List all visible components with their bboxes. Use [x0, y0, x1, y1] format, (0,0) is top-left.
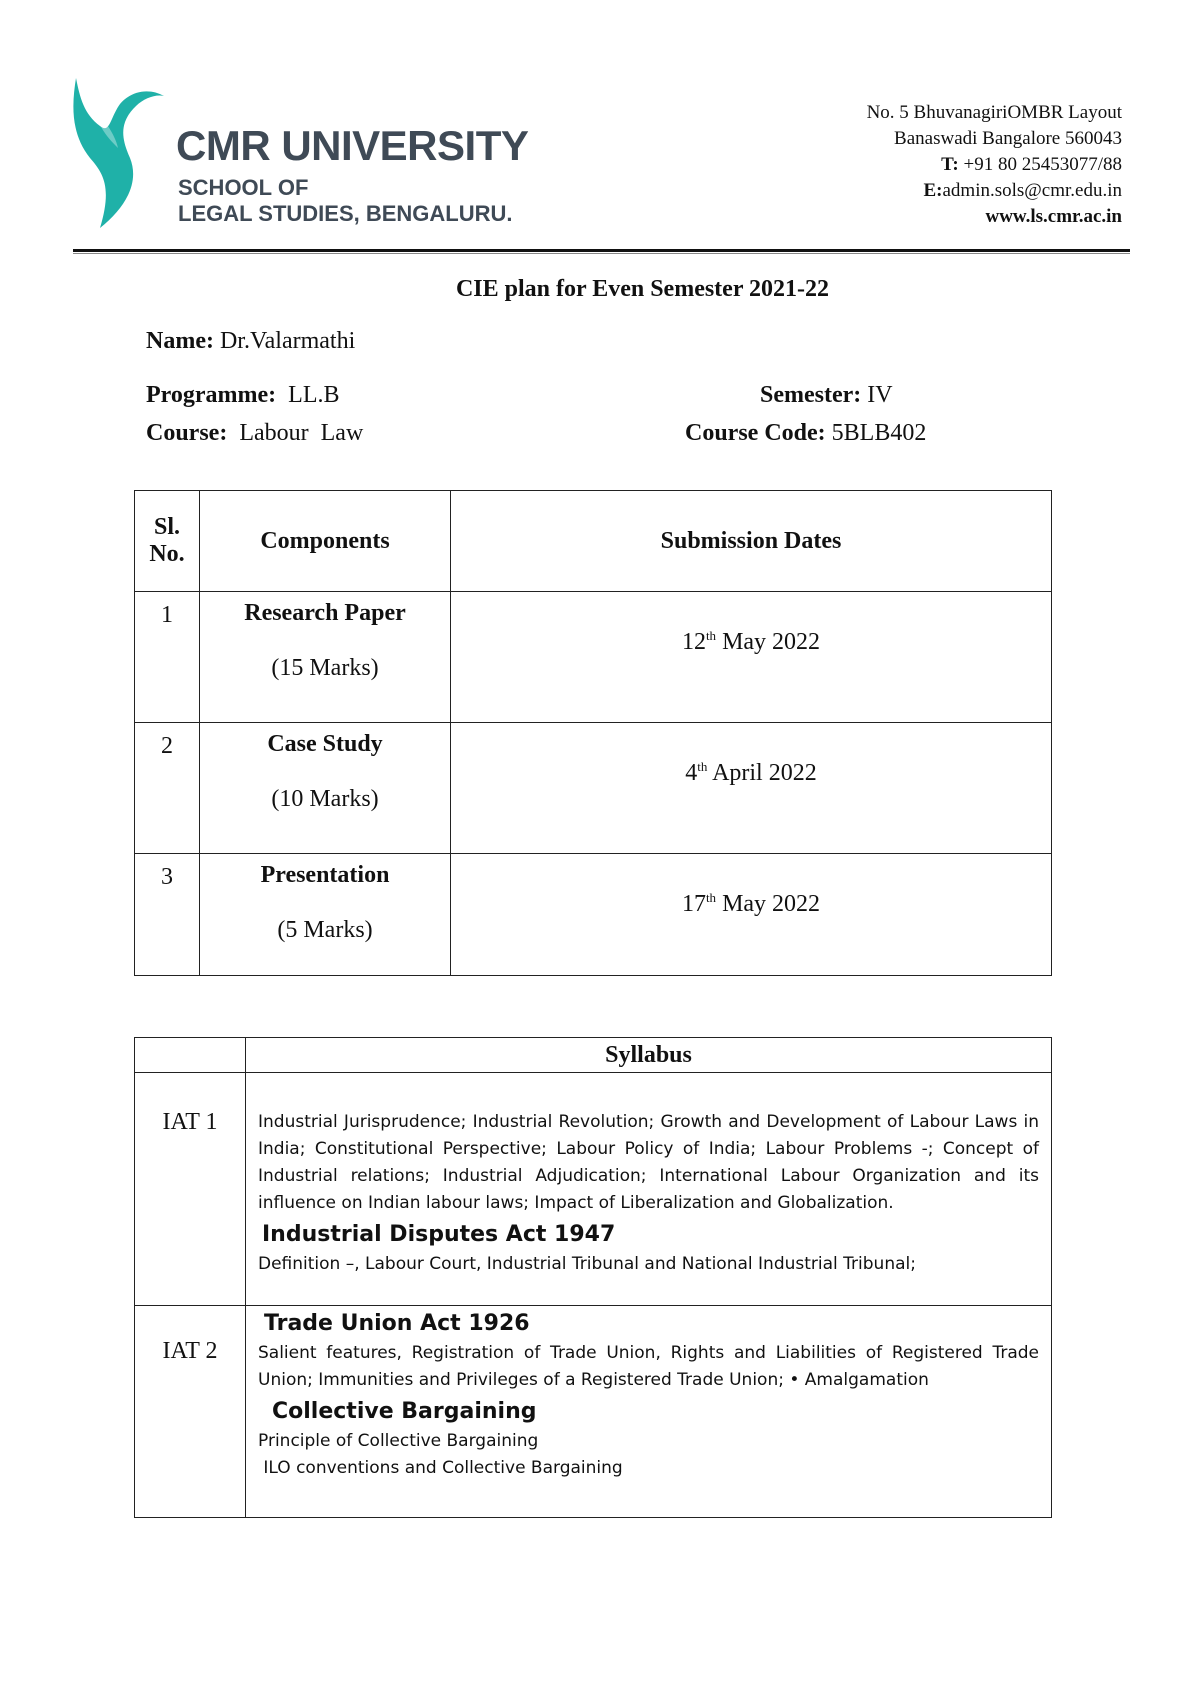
syllabus-line: ILO conventions and Collective Bargaining	[258, 1458, 623, 1478]
page-title: CIE plan for Even Semester 2021-22	[455, 276, 830, 302]
semester-label: Semester:	[760, 382, 862, 408]
iat-label: IAT 2	[135, 1306, 246, 1518]
course-row	[146, 420, 363, 447]
header-divider-thin	[73, 253, 1130, 254]
sl-header-line-1: Sl.	[153, 514, 180, 540]
address-line-1: No. 5 BhuvanagiriOMBR Layout	[866, 102, 1122, 123]
components-header: Components	[200, 491, 451, 592]
date-day: 12	[681, 629, 706, 655]
table-row	[135, 723, 1052, 854]
cie-table	[134, 490, 1052, 976]
sl-no-header	[135, 491, 200, 592]
syllabus-label-header	[135, 1038, 246, 1073]
syllabus-paragraph: Industrial Jurisprudence; Industrial Revolution; Growth and Development of Labour Laws in India; Constitutional Perspective; Labour Policy of India; Labour Problems -; Concept of Industrial relations; Industrial Adjudication; International Labour Organization and its influence on Indian labour laws; Impact of Liberalization and Globalization.	[258, 1112, 1039, 1213]
syllabus-subheading: Collective Bargaining	[272, 1399, 537, 1424]
date-rest: May 2022	[716, 629, 821, 655]
phone-label: T:	[941, 154, 959, 175]
syllabus-header-row	[135, 1038, 1052, 1073]
brand-subtitle-line-2: LEGAL STUDIES, BENGALURU.	[178, 201, 513, 226]
date-day: 4	[685, 760, 698, 786]
address-block	[622, 100, 1122, 230]
component-cell	[200, 592, 451, 723]
date-suffix: th	[705, 628, 717, 643]
table-row	[135, 1073, 1052, 1306]
course-value: Labour Law	[239, 420, 364, 446]
sl-cell: 3	[135, 854, 200, 976]
date-cell	[451, 592, 1052, 723]
sl-cell: 2	[135, 723, 200, 854]
date-rest: April 2022	[707, 760, 817, 786]
email-label: E:	[923, 180, 943, 201]
date-suffix: th	[697, 759, 708, 774]
cie-header-row	[135, 491, 1052, 592]
component-marks: (5 Marks)	[277, 917, 373, 943]
name-row	[146, 328, 355, 355]
phone-line	[622, 152, 1122, 178]
semester-value: IV	[867, 382, 893, 408]
programme-value: LL.B	[288, 382, 340, 408]
submission-dates-header: Submission Dates	[451, 491, 1052, 592]
brand-subtitle-line-1: SCHOOL OF	[178, 175, 309, 200]
date-suffix: th	[705, 890, 717, 905]
syllabus-paragraph: Salient features, Registration of Trade Union, Rights and Liabilities of Registered Trade Union; Immunities and Privileges of a Registered Trade Union; • Amalgamation	[258, 1343, 1039, 1390]
course-code-row	[685, 420, 926, 447]
component-name: Research Paper	[244, 600, 406, 626]
sl-cell: 1	[135, 592, 200, 723]
table-row	[135, 1306, 1052, 1518]
table-row	[135, 592, 1052, 723]
phone-value: +91 80 25453077/88	[963, 154, 1122, 175]
course-code-value: 5BLB402	[831, 420, 927, 446]
sl-header-line-2: No.	[149, 541, 185, 567]
component-marks: (15 Marks)	[271, 655, 379, 681]
syllabus-subheading: Trade Union Act 1926	[264, 1311, 530, 1336]
name-label: Name:	[146, 328, 214, 354]
syllabus-line: Definition –, Labour Court, Industrial Tribunal and National Industrial Tribunal;	[258, 1254, 916, 1274]
component-name: Presentation	[260, 862, 390, 888]
course-code-label: Course Code:	[685, 420, 826, 446]
address-line-2: Banaswadi Bangalore 560043	[894, 128, 1122, 149]
swan-logo-icon	[70, 78, 170, 228]
email-value[interactable]: admin.sols@cmr.edu.in	[942, 180, 1122, 201]
component-name: Case Study	[267, 731, 383, 757]
syllabus-table	[134, 1037, 1052, 1518]
component-cell	[200, 723, 451, 854]
component-cell	[200, 854, 451, 976]
syllabus-line: Principle of Collective Bargaining	[258, 1431, 539, 1451]
email-line	[622, 178, 1122, 204]
header-divider	[73, 249, 1130, 252]
component-marks: (10 Marks)	[271, 786, 379, 812]
date-day: 17	[681, 891, 706, 917]
semester-row	[760, 382, 893, 409]
website-line[interactable]	[622, 204, 1122, 230]
table-row	[135, 854, 1052, 976]
syllabus-subheading: Industrial Disputes Act 1947	[262, 1222, 616, 1247]
website-value[interactable]: www.ls.cmr.ac.in	[985, 206, 1122, 227]
course-label: Course:	[146, 420, 228, 446]
date-cell	[451, 723, 1052, 854]
programme-row	[146, 382, 340, 409]
date-cell	[451, 854, 1052, 976]
iat-content	[246, 1306, 1052, 1518]
iat-label: IAT 1	[135, 1073, 246, 1306]
date-rest: May 2022	[716, 891, 821, 917]
programme-label: Programme:	[146, 382, 277, 408]
iat-content	[246, 1073, 1052, 1306]
syllabus-header: Syllabus	[246, 1038, 1052, 1073]
brand-title: CMR UNIVERSITY	[176, 122, 529, 169]
name-value: Dr.Valarmathi	[219, 328, 356, 354]
